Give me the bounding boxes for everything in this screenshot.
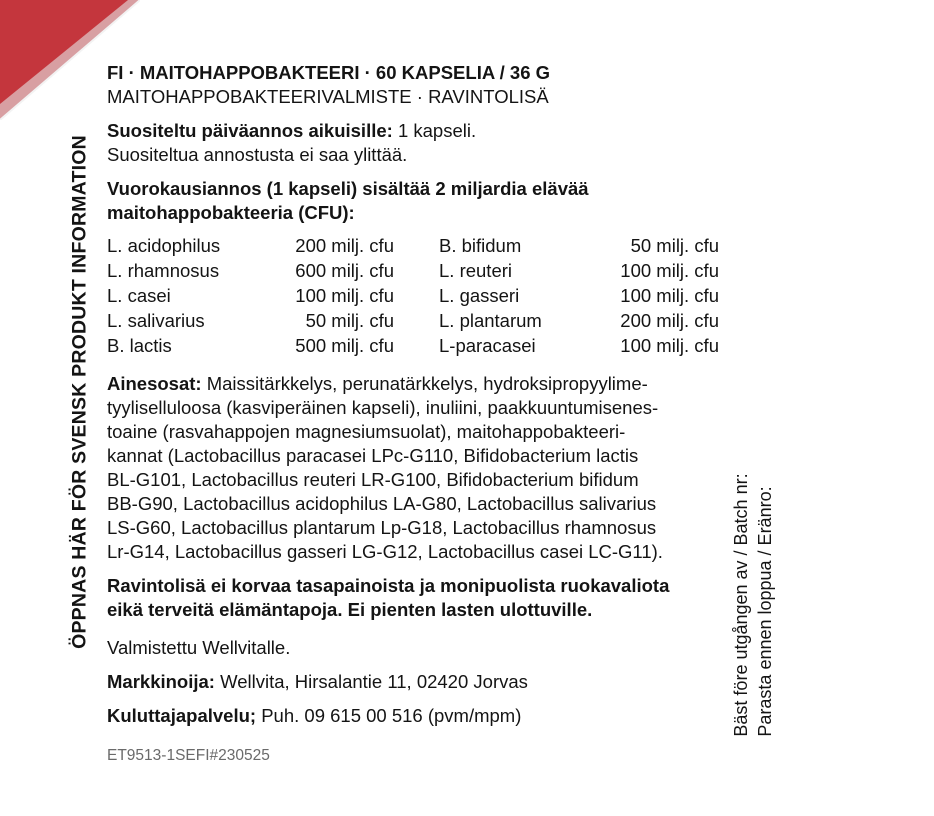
bacteria-value: 500 milj. cfu	[295, 335, 394, 356]
side-text-swedish-info: ÖPPNAS HÄR FÖR SVENSK PRODUKT INFORMATION	[68, 135, 91, 649]
manufactured-for: Valmistettu Wellvitalle.	[107, 637, 291, 658]
bacteria-name: L. salivarius	[107, 310, 205, 331]
bacteria-value: 100 milj. cfu	[295, 285, 394, 306]
bacteria-name: L. gasseri	[439, 285, 520, 306]
ingredients-line	[107, 372, 747, 396]
bacteria-name: L-paracasei	[439, 335, 536, 356]
daily-dose-heading-2: maitohappobakteeria (CFU):	[107, 202, 355, 223]
ingredients-text: LS-G60, Lactobacillus plantarum Lp-G18, Lactobacillus rhamnosus	[107, 517, 657, 538]
table-row	[107, 258, 719, 283]
bacteria-name: L. rhamnosus	[107, 260, 220, 281]
bacteria-value: 100 milj. cfu	[620, 335, 719, 356]
bacteria-name: B. bifidum	[439, 235, 522, 256]
daily-dose-heading-1: Vuorokausiannos (1 kapseli) sisältää 2 miljardia elävää	[107, 178, 589, 199]
bacteria-value: 600 milj. cfu	[295, 260, 394, 281]
bacteria-name: B. lactis	[107, 335, 172, 356]
ingredients-text: toaine (rasvahappojen magnesiumsuolat), maitohappobakteeri-	[107, 421, 626, 442]
table-row	[107, 233, 719, 258]
ingredients-text: BL-G101, Lactobacillus reuteri LR-G100, Bifidobacterium bifidum	[107, 469, 639, 490]
table-row	[107, 333, 719, 358]
bacteria-value: 100 milj. cfu	[620, 285, 719, 306]
marketer-label: Markkinoija:	[107, 671, 215, 692]
customer-service-line	[107, 704, 747, 728]
bacteria-value: 200 milj. cfu	[295, 235, 394, 256]
bacteria-value: 50 milj. cfu	[630, 235, 719, 256]
expiry-batch-line-sv: Bäst före utgången av / Batch nr:	[731, 473, 751, 737]
expiry-batch-line-fi: Parasta ennen loppua / Eränro:	[755, 486, 775, 737]
bacteria-name: L. reuteri	[439, 260, 513, 281]
bacteria-name: L. casei	[107, 285, 171, 306]
bacteria-table	[107, 233, 719, 358]
customer-service-label: Kuluttajapalvelu;	[107, 705, 257, 726]
warning-text: eikä terveitä elämäntapoja. Ei pienten lasten ulottuville.	[107, 599, 593, 620]
ingredients-text: tyyliselluloosa (kasviperäinen kapseli), inuliini, paakkuuntumisenes-	[107, 397, 659, 418]
ingredients-label: Ainesosat:	[107, 373, 202, 394]
dosage-line	[107, 119, 747, 143]
marketer-line	[107, 670, 747, 694]
bacteria-value: 200 milj. cfu	[620, 310, 719, 331]
bacteria-value: 100 milj. cfu	[620, 260, 719, 281]
ingredients-text: Maissitärkkelys, perunatärkkelys, hydroksipropyylime-	[201, 373, 648, 394]
bacteria-name: L. plantarum	[439, 310, 542, 331]
dosage-label: Suositeltu päiväannos aikuisille:	[107, 120, 393, 141]
product-code: ET9513-1SEFI#230525	[107, 747, 270, 764]
table-row	[107, 308, 719, 333]
ingredients-text: BB-G90, Lactobacillus acidophilus LA-G80, Lactobacillus salivarius	[107, 493, 657, 514]
marketer-value: Wellvita, Hirsalantie 11, 02420 Jorvas	[214, 671, 528, 692]
product-title: FI · MAITOHAPPOBAKTEERI · 60 KAPSELIA / 36 G	[107, 62, 551, 83]
dosage-value: 1 kapseli.	[392, 120, 477, 141]
ingredients-text: kannat (Lactobacillus paracasei LPc-G110, Bifidobacterium lactis	[107, 445, 639, 466]
dosage-note: Suositeltua annostusta ei saa ylittää.	[107, 144, 408, 165]
bacteria-name: L. acidophilus	[107, 235, 221, 256]
customer-service-value: Puh. 09 615 00 516 (pvm/mpm)	[256, 705, 522, 726]
bacteria-value: 50 milj. cfu	[305, 310, 394, 331]
label-content	[107, 61, 747, 768]
warning-text: Ravintolisä ei korvaa tasapainoista ja monipuolista ruokavaliota	[107, 575, 670, 596]
product-subtitle: MAITOHAPPOBAKTEERIVALMISTE · RAVINTOLISÄ	[107, 86, 549, 107]
table-row	[107, 283, 719, 308]
ingredients-text: Lr-G14, Lactobacillus gasseri LG-G12, Lactobacillus casei LC-G11).	[107, 541, 663, 562]
